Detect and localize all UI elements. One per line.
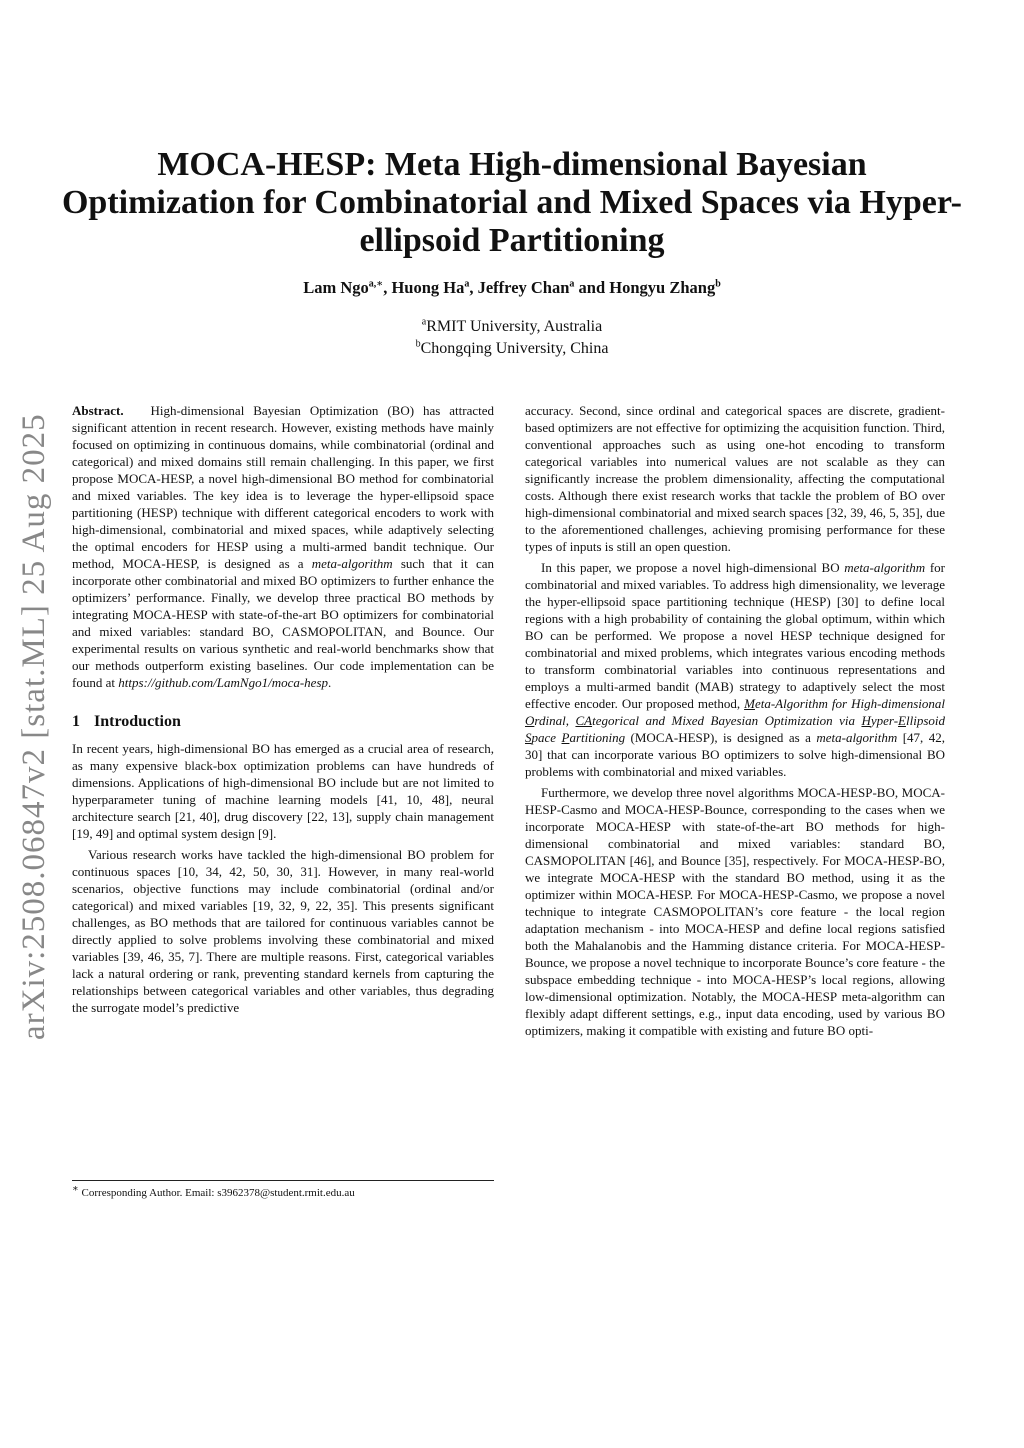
paragraph: In recent years, high-dimensional BO has emerged as a crucial area of research, as many expensive black-box optimization problems can have hundreds of dimensions. Applications of high-dimensional BO include but are not limited to hyperparameter tuning of machine learning models [41, 10, 48], neural architecture search [21, 40], drug discovery [22, 13], supply chain management [19, 49] and optimal system design [9]. [72,741,494,841]
author-name: Huong Ha [391,278,465,297]
section-heading: 1 Introduction [72,713,181,730]
arxiv-identifier: arXiv:2508.06847v2 [stat.ML] 25 Aug 2025 [16,413,52,1040]
paragraph: In this paper, we propose a novel high-dimensional BO meta-algorithm for combinatorial and mixed variables. To address high dimensionality, we leverage the hyper-ellipsoid space partitioning technique (HESP) [30] to define local regions with a high probability of containing the global optimum, within which BO can be performed. We propose a novel HESP technique designed for combinatorial and mixed problems, which integrates various encoding methods to transform combinatorial variables into continuous representations and employs a multi-armed bandit (MAB) strategy to adaptively select the most effective encoder. Our proposed method, Meta-Algorithm for High-dimensional Ordinal, CAtegorical and Mixed Bayesian Optimization via Hyper-Ellipsoid Space Partitioning (MOCA-HESP), is designed as a meta-algorithm [47, 42, 30] that can incorporate various BO optimizers to solve high-dimensional BO problems with combinatorial and mixed variables. [525,560,945,779]
method-acronym-expansion: Meta-Algorithm for High-dimensional Ordinal, CAtegorical and Mixed Bayesian Optimization via Hyper-Ellipsoid Space Partitioning [525,696,945,745]
abstract: Abstract. High-dimensional Bayesian Optimization (BO) has attracted significant attention in recent research. However, existing methods have mainly focused on optimizing in continuous domains, while combinatorial (ordinal and categorical) and mixed domains still remain challenging. In this paper, we first propose MOCA-HESP, a novel high-dimensional BO method for combinatorial and mixed variables. The key idea is to leverage the hyper-ellipsoid space partitioning (HESP) technique with different categorical encoders to work with high-dimensional, combinatorial and mixed spaces, while adaptively selecting the optimal encoders for HESP using a multi-armed bandit technique. Our method, MOCA-HESP, is designed as a meta-algorithm such that it can incorporate other combinatorial and mixed BO optimizers to further enhance the optimizers’ performance. Finally, we develop three practical BO methods by integrating MOCA-HESP with state-of-the-art BO optimizers for combinatorial and mixed variables: standard BO, CASMOPOLITAN, and Bounce. Our experimental results on various synthetic and real-world benchmarks show that our methods outperform existing baselines. Our code implementation can be found at https://github.com/LamNgo1/moca-hesp. [72,403,495,690]
paragraph: accuracy. Second, since ordinal and categorical spaces are discrete, gradient-based optimizers are not effective for optimizing the acquisition function. Third, conventional approaches such as using one-hot encoding to transform categorical variables into numerical values are not scalable as they can significantly increase the problem dimensionality, affecting the computational costs. Although there exist research works that tackle the problem of BO over high-dimensional combinatorial and mixed search spaces [32, 39, 46, 5, 35], due to the aforementioned challenges, achieving promising performance for these types of inputs is still an open question. [525,403,945,554]
paragraph: Furthermore, we develop three novel algorithms MOCA-HESP-BO, MOCA-HESP-Casmo and MOCA-HESP-Bounce, corresponding to the cases when we incorporate MOCA-HESP with state-of-the-art BO methods for high-dimensional combinatorial and mixed variables: standard BO, CASMOPOLITAN [46], and Bounce [35], respectively. For MOCA-HESP-BO, we integrate MOCA-HESP with the standard BO method, using it as the optimizer within MOCA-HESP. For MOCA-HESP-Casmo, we propose a novel technique to integrate CASMOPOLITAN’s core feature - the local region adaptation mechanism - into MOCA-HESP and define local regions satisfied both the Mahalanobis and the Hamming distance criteria. For MOCA-HESP-Bounce, we propose a novel technique to incorporate Bounce’s core feature - the subspace embedding technique - into MOCA-HESP’s local regions, allowing low-dimensional optimization. Notably, the MOCA-HESP meta-algorithm can flexibly adapt different settings, e.g., input data encoding, used by various BO optimizers, making it compatible with existing and future BO opti- [525,785,945,1038]
author-list: Lam Ngo$^{a,∗}$, Huong Ha$^a$, Jeffrey Chan$^a$ and Hongyu Zhang$^b$ [303,278,721,297]
paragraph: Various research works have tackled the high-dimensional BO problem for continuous spaces [10, 34, 42, 50, 30, 31]. However, in many real-world scenarios, objective functions may include combinatorial (ordinal and/or categorical) and mixed variables [19, 32, 9, 22, 35]. This presents significant challenges, as BO methods that are tailored for continuous variables cannot be directly applied to solve problems involving these combinatorial and mixed variables [39, 46, 35, 7]. There are multiple reasons. First, categorical variables lack a natural ordering or rank, preventing standard kernels from capturing the relationships between categorical variables and other variables, thus degrading the surrogate model’s predictive [72,847,494,1015]
abstract-label: Abstract. [72,403,124,418]
author-affil-mark: a,∗ [368,278,384,290]
footnote: ∗ Corresponding Author. Email: s3962378@student.rmit.edu.au [72,1183,355,1199]
affiliation-list [60,316,964,360]
paper-title: MOCA-HESP: Meta High-dimensional Bayesian Optimization for Combinatorial and Mixed Spaces via Hyper-ellipsoid Partitioning [61,146,963,259]
author-affil-mark: b [715,278,721,290]
author-name: Lam Ngo [303,278,369,297]
author-name: Hongyu Zhang [609,278,716,297]
right-column [525,402,945,1039]
left-column [72,402,494,1016]
footnote-divider [72,1180,494,1181]
code-link[interactable]: https://github.com/LamNgo1/moca-hesp [118,675,329,690]
author-name: Jeffrey Chan [477,278,570,297]
affiliation: $^b$Chongqing University, China [415,338,609,357]
author-affil-mark: a [569,278,575,290]
affiliation: $^a$RMIT University, Australia [421,316,603,335]
author-affil-mark: a [464,278,470,290]
